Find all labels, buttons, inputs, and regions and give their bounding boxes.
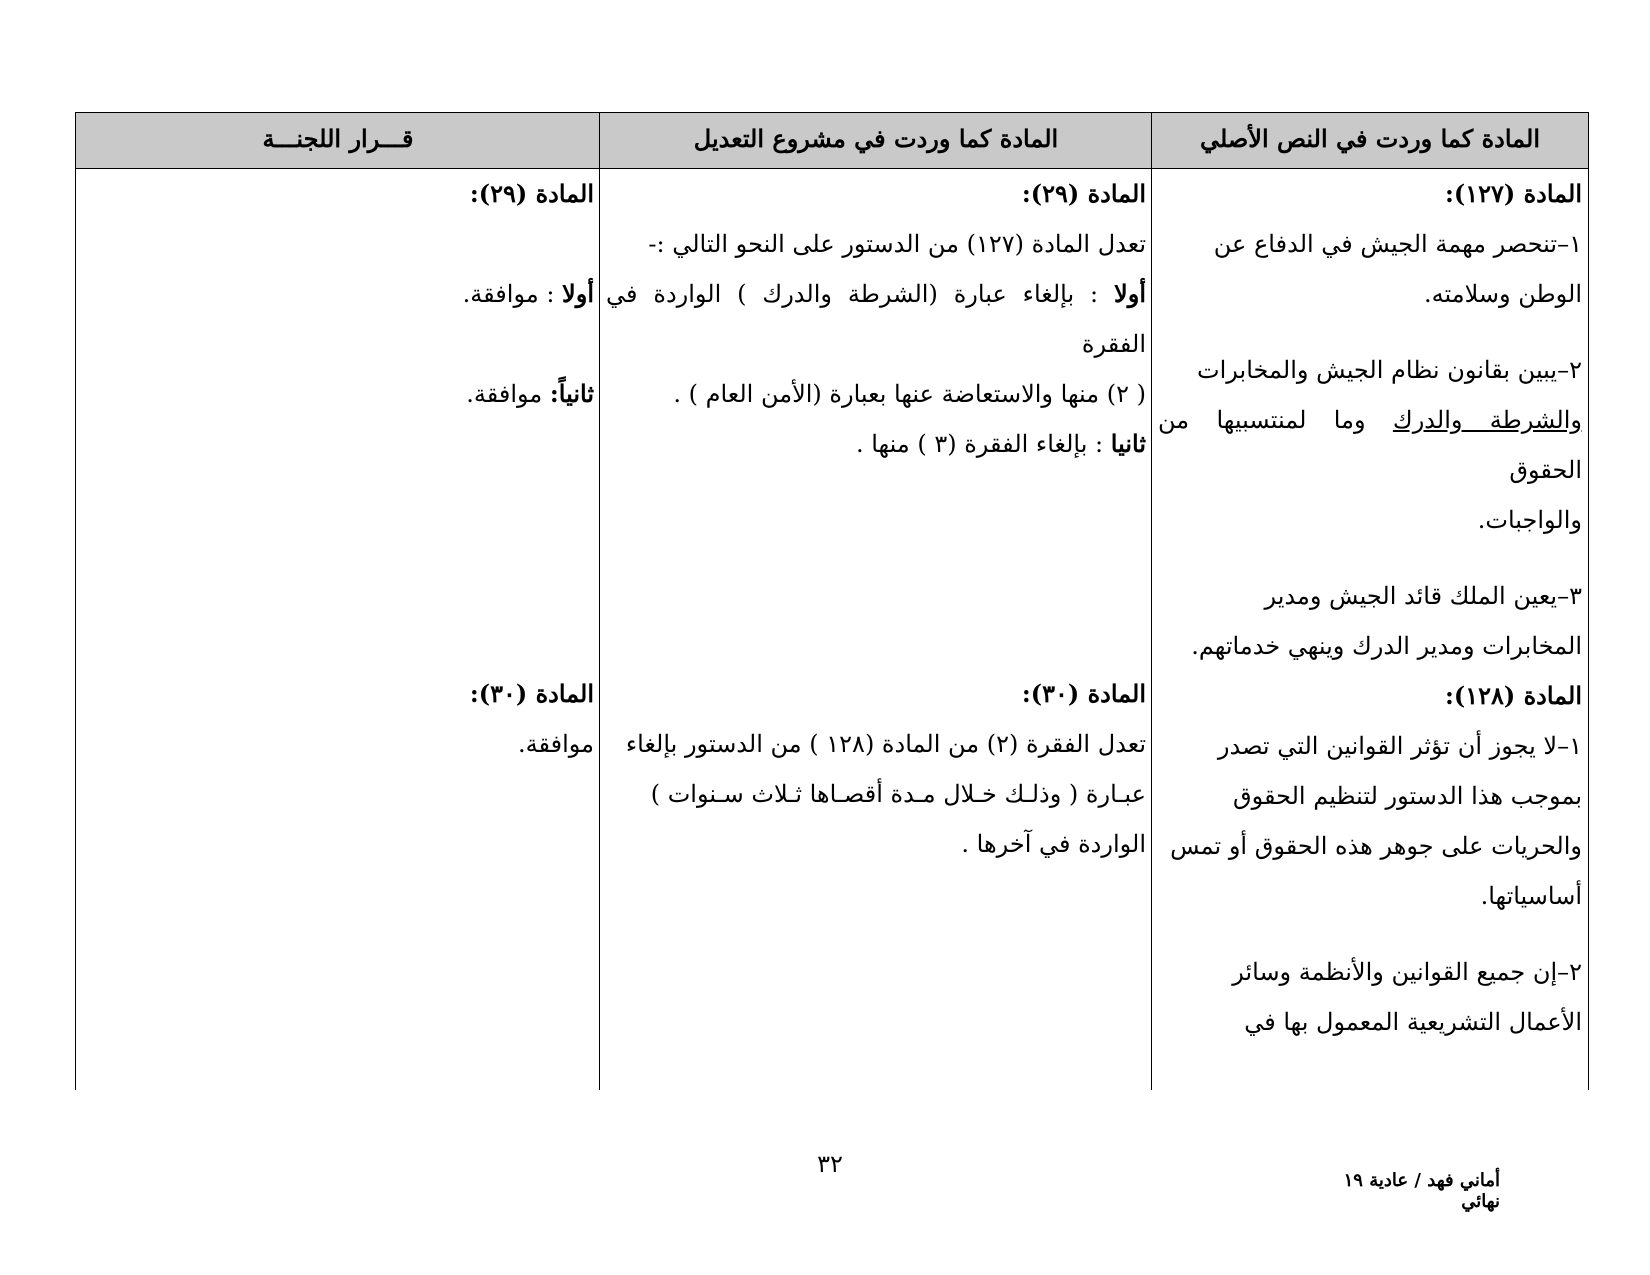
article-127-para2-line3: والواجبات. [1477, 506, 1582, 534]
spacer [84, 219, 594, 269]
decision-29-first-label: أولا [562, 279, 594, 308]
decision-29-first-text: : موافقة. [462, 280, 563, 308]
decision-29-second-label: ثانياً: [549, 379, 594, 408]
spacer [84, 319, 594, 369]
amendment-30-title: المادة (٣٠): [1021, 679, 1146, 708]
amendment-29-second-label: ثانيا [1110, 429, 1146, 458]
amendment-30-line1: تعدل الفقرة (٢) من المادة (١٢٨ ) من الدستور بإلغاء [625, 730, 1146, 758]
article-128-para1-line2: بموجب هذا الدستور لتنظيم الحقوق [1232, 782, 1582, 810]
spacer [1158, 545, 1582, 571]
table-header [76, 113, 1588, 169]
underlined-phrase: والشرطة والدرك [1392, 406, 1582, 434]
amendment-30-line2: عبـارة ( وذلـك خـلال مـدة أقصـاها ثـلاث سـنوات ) [650, 780, 1146, 808]
decision-30-text: موافقة. [517, 730, 594, 758]
article-127-para3-line2: المخابرات ومدير الدرك وينهي خدماتهم. [1191, 632, 1582, 660]
spacer [84, 419, 594, 669]
amendment-29-line3: ( ٢) منها والاستعاضة عنها بعبارة (الأمن العام ) . [673, 380, 1146, 408]
article-128-para2-line2: الأعمال التشريعية المعمول بها في [1244, 1008, 1582, 1036]
header-amendment: المادة كما وردت في مشروع التعديل [693, 124, 1059, 153]
column-original-text [1158, 169, 1582, 1090]
article-127-para1-line2: الوطن وسلامته. [1424, 280, 1582, 308]
column-divider [1151, 113, 1152, 1090]
article-127-para2-line2 [1158, 395, 1582, 495]
article-128-para1-line4: أساسياتها. [1480, 882, 1582, 910]
spacer [1158, 319, 1582, 345]
column-committee-decision [84, 169, 594, 1090]
amendment-30-line3: الواردة في آخرها . [961, 830, 1146, 858]
amendment-29-first [606, 269, 1146, 369]
footer-note: أماني فهد / عادية ١٩ نهائي [1343, 1170, 1500, 1212]
column-divider [599, 113, 600, 1090]
article-128-para1-line1: ١–لا يجوز أن تؤثر القوانين التي تصدر [1217, 732, 1582, 760]
amendment-29-line1: تعدل المادة (١٢٧) من الدستور على النحو التالي :- [648, 230, 1146, 258]
decision-30-title: المادة (٣٠): [469, 679, 594, 708]
amendment-29-second-text: : بإلغاء الفقرة (٣ ) منها . [855, 430, 1111, 458]
amendment-29-second [606, 419, 1146, 469]
article-128-para1-line3: والحريات على جوهر هذه الحقوق أو تمس [1170, 832, 1582, 860]
decision-29-second [84, 369, 594, 419]
header-committee-decision: قـــرار اللجنـــة [262, 124, 414, 153]
column-amendment [606, 169, 1146, 1090]
amendment-29-first-label: أولا [1114, 279, 1146, 308]
article-127-para1-line1: ١–تنحصر مهمة الجيش في الدفاع عن [1213, 230, 1582, 258]
spacer [606, 469, 1146, 669]
article-127-para3-line1: ٣–يعين الملك قائد الجيش ومدير [1264, 582, 1582, 610]
spacer [1158, 921, 1582, 947]
amendment-29-first-text: : بإلغاء عبارة (الشرطة والدرك ) الواردة في الفقرة [606, 280, 1146, 358]
header-original-text: المادة كما وردت في النص الأصلي [1199, 124, 1541, 153]
decision-29-second-text: موافقة. [466, 380, 550, 408]
article-127-para2-line1: ٢–يبين بقانون نظام الجيش والمخابرات [1197, 356, 1582, 384]
comparison-table [75, 112, 1589, 1090]
article-127-para2-line2-rest: وما لمنتسبيها من الحقوق [1158, 406, 1582, 484]
page-number: ٣٢ [817, 1150, 843, 1178]
amendment-29-title: المادة (٢٩): [1021, 179, 1146, 208]
article-127-title: المادة (١٢٧): [1444, 179, 1582, 208]
article-128-title: المادة (١٢٨): [1444, 681, 1582, 710]
article-128-para2-line1: ٢–إن جميع القوانين والأنظمة وسائر [1232, 958, 1582, 986]
decision-29-title: المادة (٢٩): [469, 179, 594, 208]
decision-29-first [84, 269, 594, 319]
